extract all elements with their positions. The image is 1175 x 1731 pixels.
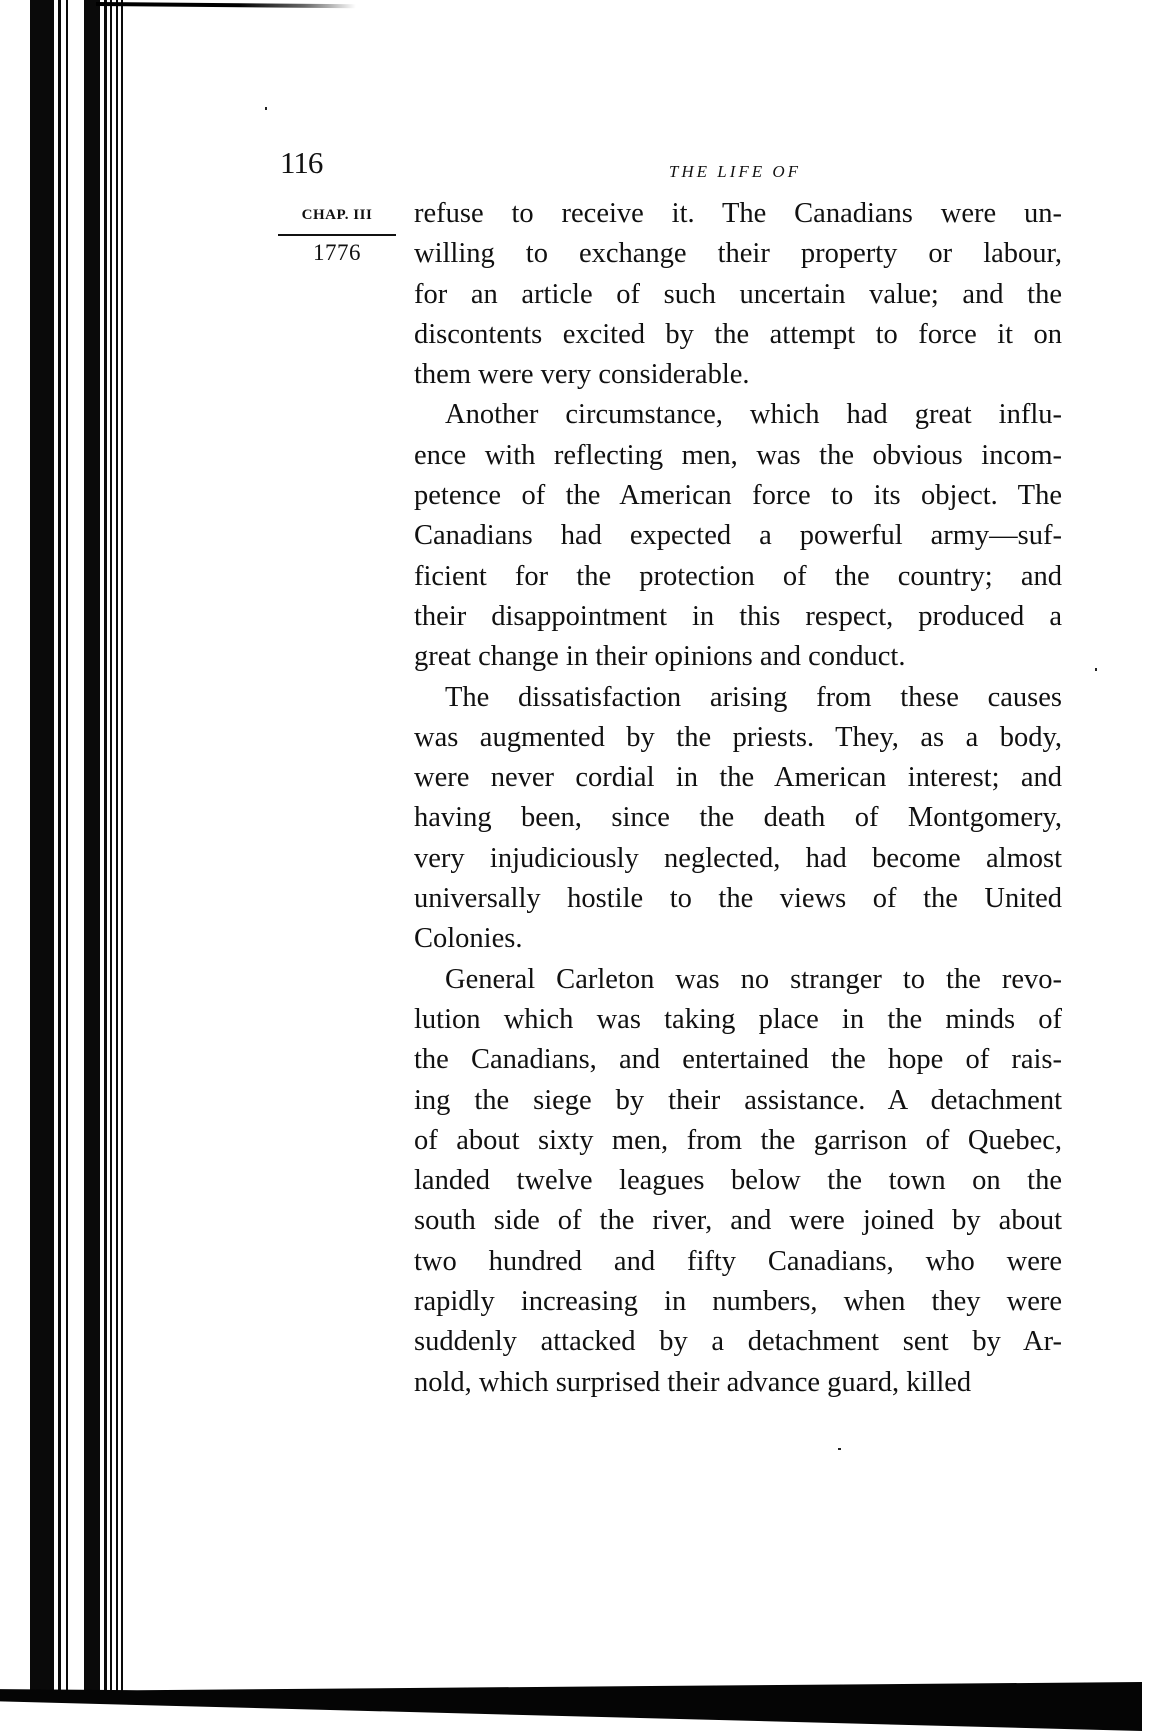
body-text: [414, 194, 1062, 1403]
text-line: were never cordial in the American interest; and: [414, 762, 1062, 794]
text-line: two hundred and fifty Canadians, who were: [414, 1245, 1062, 1277]
paragraph: [414, 194, 1062, 395]
page-top-edge: [96, 2, 356, 8]
chapter-label: CHAP. III: [301, 207, 373, 223]
scan-speck: [838, 1448, 841, 1450]
text-line: Another circumstance, which had great influ-: [445, 399, 1062, 431]
spine-stripe: [66, 0, 68, 1700]
text-line: willing to exchange their property or labour,: [414, 238, 1062, 270]
spine-stripe: [84, 0, 100, 1700]
text-line: great change in their opinions and conduct.: [414, 641, 906, 673]
spine-stripe: [104, 0, 107, 1700]
text-line: suddenly attacked by a detachment sent by Ar-: [414, 1326, 1062, 1358]
text-line: rapidly increasing in numbers, when they were: [414, 1286, 1062, 1318]
scan-speck: [265, 107, 267, 110]
text-line: nold, which surprised their advance guard, killed: [414, 1366, 972, 1398]
text-line: south side of the river, and were joined by about: [414, 1205, 1062, 1237]
spine-stripe: [58, 0, 61, 1700]
text-line: them were very considerable.: [414, 359, 750, 391]
page-bottom-edge: [0, 1680, 1142, 1731]
margin-note: [278, 205, 396, 267]
text-line: their disappointment in this respect, produced a: [414, 600, 1062, 632]
text-line: discontents excited by the attempt to force it on: [414, 318, 1062, 350]
text-line: refuse to receive it. The Canadians were un-: [414, 198, 1062, 229]
running-title: THE LIFE OF: [668, 162, 802, 181]
text-line: having been, since the death of Montgomery,: [414, 802, 1062, 834]
text-line: the Canadians, and entertained the hope of rais-: [414, 1044, 1062, 1076]
scan-speck: [1095, 668, 1097, 671]
text-line: lution which was taking place in the minds of: [414, 1003, 1062, 1035]
text-line: landed twelve leagues below the town on the: [414, 1165, 1062, 1197]
text-line: was augmented by the priests. They, as a body,: [414, 721, 1062, 753]
margin-rule: [278, 234, 396, 236]
text-line: ing the siege by their assistance. A detachment: [414, 1084, 1062, 1116]
text-line: very injudiciously neglected, had become almost: [414, 842, 1062, 874]
paragraph: [414, 960, 1062, 1403]
spine-stripe: [116, 0, 118, 1700]
text-line: universally hostile to the views of the United: [414, 883, 1062, 915]
paragraph: [414, 395, 1062, 677]
spine-stripe: [121, 0, 123, 1700]
spine-stripe: [30, 0, 54, 1700]
text-line: Colonies.: [414, 923, 523, 955]
text-line: The dissatisfaction arising from these causes: [445, 681, 1062, 713]
spine-stripe: [110, 0, 112, 1700]
text-line: ficient for the protection of the country; and: [414, 560, 1062, 592]
text-line: for an article of such uncertain value; and the: [414, 278, 1062, 310]
text-line: petence of the American force to its object. The: [414, 480, 1062, 512]
year-label: 1776: [313, 240, 361, 265]
text-line: General Carleton was no stranger to the revo-: [445, 963, 1062, 995]
text-line: Canadians had expected a powerful army—suf-: [414, 520, 1062, 552]
book-spine-shadow: [0, 0, 132, 1700]
paragraph: [414, 678, 1062, 960]
text-line: ence with reflecting men, was the obvious incom-: [414, 439, 1062, 471]
page-number: 116: [280, 145, 323, 180]
text-line: of about sixty men, from the garrison of Quebec,: [414, 1124, 1062, 1156]
